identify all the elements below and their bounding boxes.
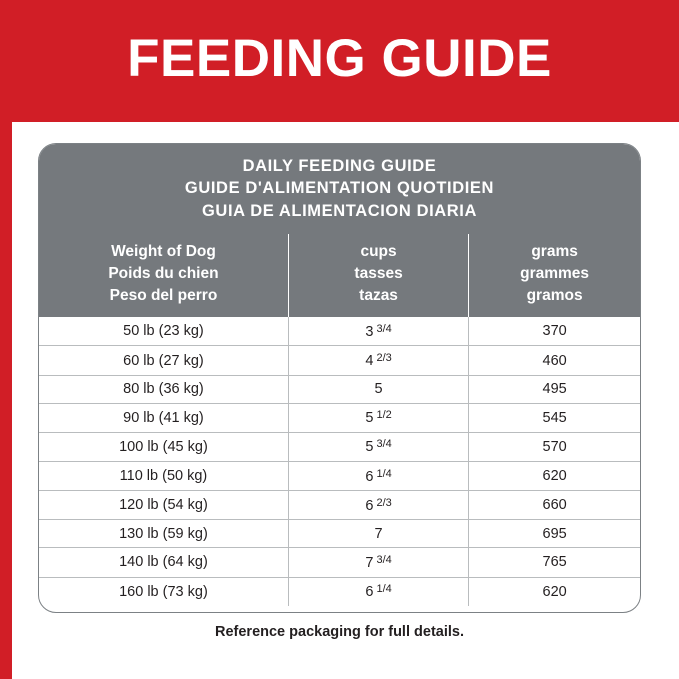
- column-header-weight-fr: Poids du chien: [108, 265, 219, 283]
- column-header-grams-en: grams: [531, 243, 578, 261]
- column-header-cups-es: tazas: [359, 287, 398, 305]
- column-header-grams-fr: grammes: [520, 265, 590, 283]
- cell-grams: 620: [469, 462, 640, 491]
- cell-cups-fraction: 1/4: [373, 583, 392, 596]
- cell-cups-fraction: 1/2: [373, 409, 392, 422]
- cell-grams: 765: [469, 548, 640, 577]
- table-row: [39, 520, 640, 548]
- cell-cups: 7 $^{3/4}$: [288, 548, 468, 577]
- table-row: [39, 548, 640, 577]
- table-title-fr: GUIDE D'ALIMENTATION QUOTIDIEN: [184, 179, 495, 198]
- cell-cups-fraction: 3/4: [373, 553, 392, 566]
- cell-weight: 100 lb (45 kg): [39, 432, 288, 461]
- cell-weight: 90 lb (41 kg): [39, 403, 288, 432]
- left-accent-stripe: [0, 122, 12, 679]
- cell-weight: 60 lb (27 kg): [39, 346, 288, 375]
- header-banner: [0, 0, 679, 122]
- cell-grams: 695: [469, 520, 640, 548]
- column-header-weight: [39, 234, 288, 317]
- cell-cups: 6 $^{1/4}$: [288, 462, 468, 491]
- cell-grams: 370: [469, 317, 640, 346]
- table-row: [39, 491, 640, 520]
- column-header-grams: [469, 234, 640, 317]
- table-row: [39, 403, 640, 432]
- column-header-weight-en: Weight of Dog: [111, 243, 216, 261]
- cell-cups-fraction: 3/4: [373, 322, 392, 335]
- column-header-cups-en: cups: [360, 243, 397, 261]
- cell-weight: 160 lb (73 kg): [39, 577, 288, 606]
- footnote: Reference packaging for full details.: [215, 624, 464, 640]
- table-title-es: GUIA DE ALIMENTACION DIARIA: [202, 201, 477, 220]
- cell-cups: 5: [288, 375, 468, 403]
- column-header-grams-es: gramos: [526, 287, 583, 305]
- feeding-table-body: [39, 317, 640, 605]
- cell-cups: 5 $^{1/2}$: [288, 403, 468, 432]
- feeding-table: [39, 234, 640, 605]
- column-header-weight-es: Peso del perro: [109, 287, 218, 305]
- cell-cups-fraction: 2/3: [373, 351, 392, 364]
- cell-cups-fraction: 2/3: [373, 496, 392, 509]
- feeding-table-card: [38, 143, 641, 613]
- cell-cups: 6 $^{1/4}$: [288, 577, 468, 606]
- table-header-row: [39, 234, 640, 317]
- cell-weight: 140 lb (64 kg): [39, 548, 288, 577]
- table-row: [39, 577, 640, 606]
- cell-grams: 460: [469, 346, 640, 375]
- table-row: [39, 317, 640, 346]
- cell-weight: 80 lb (36 kg): [39, 375, 288, 403]
- table-row: [39, 346, 640, 375]
- cell-weight: 130 lb (59 kg): [39, 520, 288, 548]
- cell-cups: 4 $^{2/3}$: [288, 346, 468, 375]
- table-row: [39, 375, 640, 403]
- column-header-cups-fr: tasses: [354, 265, 403, 283]
- cell-weight: 120 lb (54 kg): [39, 491, 288, 520]
- cell-cups: 3 $^{3/4}$: [288, 317, 468, 346]
- table-title-en: DAILY FEEDING GUIDE: [242, 157, 437, 175]
- cell-cups-fraction: 1/4: [373, 467, 392, 480]
- table-header-titles: [39, 144, 640, 234]
- cell-cups-fraction: 3/4: [373, 438, 392, 451]
- cell-cups: 7: [288, 520, 468, 548]
- cell-grams: 570: [469, 432, 640, 461]
- cell-grams: 660: [469, 491, 640, 520]
- cell-grams: 545: [469, 403, 640, 432]
- cell-cups: 5 $^{3/4}$: [288, 432, 468, 461]
- table-row: [39, 462, 640, 491]
- cell-grams: 620: [542, 583, 567, 600]
- table-row: [39, 432, 640, 461]
- column-header-cups: [288, 234, 468, 317]
- cell-grams: 495: [469, 375, 640, 403]
- page-title: FEEDING GUIDE: [127, 29, 552, 88]
- cell-weight: 110 lb (50 kg): [39, 462, 288, 491]
- cell-weight: 50 lb (23 kg): [39, 317, 288, 346]
- cell-cups: 6 $^{2/3}$: [288, 491, 468, 520]
